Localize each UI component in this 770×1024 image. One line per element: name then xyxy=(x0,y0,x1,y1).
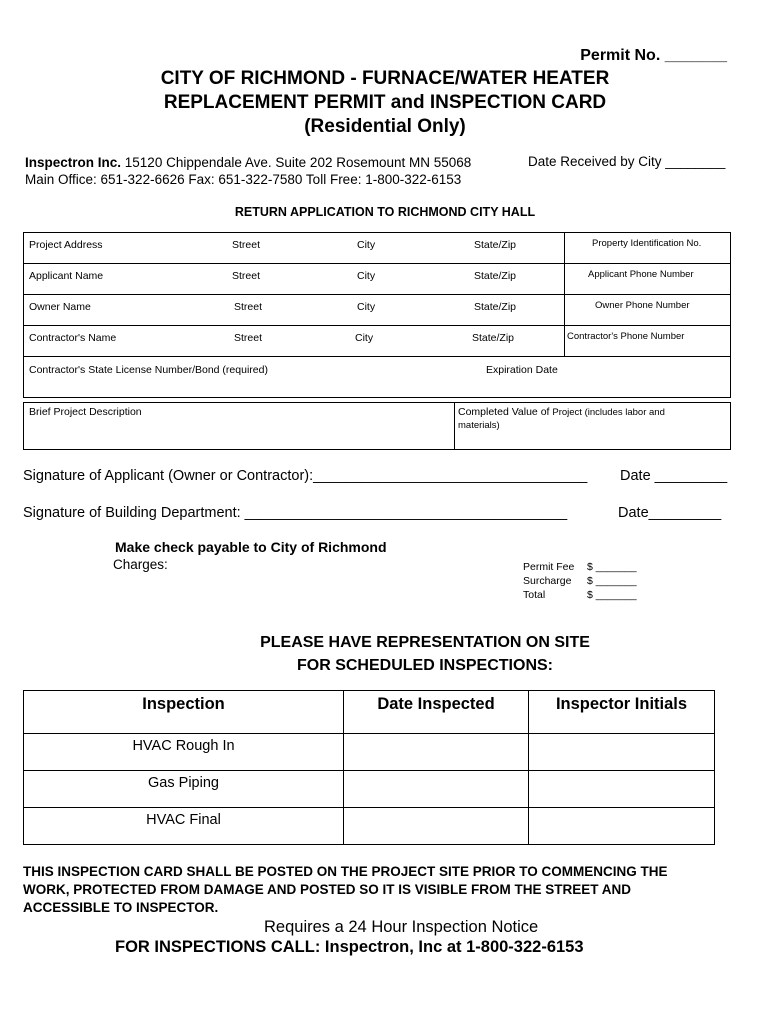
inspector-initials-cell[interactable] xyxy=(529,734,715,771)
owner-name-field[interactable] xyxy=(24,295,565,326)
permit-fee-label: Permit Fee xyxy=(523,561,575,573)
date-received-field[interactable]: Date Received by City ________ xyxy=(528,154,726,169)
city-label: City xyxy=(357,301,376,313)
return-instruction: RETURN APPLICATION TO RICHMOND CITY HALL xyxy=(234,205,536,219)
owner-row xyxy=(24,295,731,326)
city-label: City xyxy=(355,332,374,344)
city-label: City xyxy=(357,270,376,282)
project-address-row xyxy=(24,233,731,264)
date-inspected-cell[interactable] xyxy=(344,771,529,808)
inspector-initials-cell[interactable] xyxy=(529,771,715,808)
representation-line-1: PLEASE HAVE REPRESENTATION ON SITE xyxy=(260,634,590,651)
property-id-field[interactable] xyxy=(565,233,731,264)
inspector-contact xyxy=(25,154,471,188)
page-title-line-2: REPLACEMENT PERMIT and INSPECTION CARD xyxy=(163,92,607,113)
property-id-label: Property Identification No. xyxy=(592,238,702,249)
inspection-row xyxy=(24,734,715,771)
owner-name-label: Owner Name xyxy=(29,301,91,313)
inspector-address: 15120 Chippendale Ave. Suite 202 Rosemount MN 55068 xyxy=(121,155,472,170)
inspector-main-office: Main Office: 651-322-6626 Fax: 651-322-7580 Toll Free: 1-800-322-6153 xyxy=(25,172,462,187)
permit-fee-line[interactable] xyxy=(523,560,637,574)
state-zip-label: State/Zip xyxy=(472,332,515,344)
inspection-name: HVAC Rough In xyxy=(24,734,344,771)
contractor-phone-field[interactable] xyxy=(565,326,731,357)
total-value: $ _______ xyxy=(587,589,637,601)
charges-label: Charges: xyxy=(113,557,168,572)
posting-notice xyxy=(23,863,753,917)
date-inspected-header: Date Inspected xyxy=(344,691,529,734)
inspection-call-line: FOR INSPECTIONS CALL: Inspectron, Inc at 1-800-322-6153 xyxy=(115,938,584,956)
completed-value-field[interactable] xyxy=(455,403,731,450)
inspection-header: Inspection xyxy=(24,691,344,734)
applicant-signature-date[interactable]: Date _________ xyxy=(620,468,728,484)
inspection-notice-requirement: Requires a 24 Hour Inspection Notice xyxy=(264,918,539,936)
completed-value-note: Project (includes labor and xyxy=(552,407,665,418)
street-label: Street xyxy=(232,270,261,282)
expiration-date-label: Expiration Date xyxy=(486,364,558,376)
state-zip-label: State/Zip xyxy=(474,301,517,313)
street-label: Street xyxy=(234,332,263,344)
inspection-header-row xyxy=(24,691,715,734)
date-inspected-cell[interactable] xyxy=(344,734,529,771)
completed-value-note-2: materials) xyxy=(458,420,500,431)
permit-number: Permit No. _______ xyxy=(580,47,727,64)
date-inspected-cell[interactable] xyxy=(344,808,529,845)
contractor-license-label: Contractor's State License Number/Bond (required) xyxy=(29,364,268,376)
inspection-name: HVAC Final xyxy=(24,808,344,845)
description-row xyxy=(24,403,731,450)
license-row xyxy=(24,357,731,398)
street-label: Street xyxy=(232,239,261,251)
representation-line-2: FOR SCHEDULED INSPECTIONS: xyxy=(296,657,553,674)
contractor-name-label: Contractor's Name xyxy=(29,332,117,344)
applicant-signature-field[interactable]: Signature of Applicant (Owner or Contractor):__________________________________ xyxy=(23,468,588,484)
surcharge-label: Surcharge xyxy=(523,575,572,587)
page-title-line-1: CITY OF RICHMOND - FURNACE/WATER HEATER xyxy=(160,68,610,89)
fees-block xyxy=(523,560,637,602)
page-title-line-3: (Residential Only) xyxy=(304,116,466,137)
contractor-name-field[interactable] xyxy=(24,326,565,357)
owner-phone-field[interactable] xyxy=(565,295,731,326)
inspector-initials-cell[interactable] xyxy=(529,808,715,845)
state-zip-label: State/Zip xyxy=(474,270,517,282)
permit-fee-value: $ _______ xyxy=(587,561,637,573)
description-table xyxy=(23,402,731,450)
project-description-field[interactable] xyxy=(24,403,455,450)
state-zip-label: State/Zip xyxy=(474,239,517,251)
project-address-label: Project Address xyxy=(29,239,103,251)
inspector-initials-header: Inspector Initials xyxy=(529,691,715,734)
posting-notice-line-3: ACCESSIBLE TO INSPECTOR. xyxy=(23,900,219,915)
inspection-row xyxy=(24,808,715,845)
applicant-phone-label: Applicant Phone Number xyxy=(588,269,694,280)
inspection-row xyxy=(24,771,715,808)
applicant-row xyxy=(24,264,731,295)
city-label: City xyxy=(357,239,376,251)
street-label: Street xyxy=(234,301,263,313)
applicant-phone-field[interactable] xyxy=(565,264,731,295)
applicant-name-label: Applicant Name xyxy=(29,270,104,282)
surcharge-line[interactable] xyxy=(523,574,637,588)
building-dept-signature-date[interactable]: Date_________ xyxy=(618,505,722,521)
contractor-license-field[interactable] xyxy=(24,357,731,398)
inspector-company: Inspectron Inc. xyxy=(25,155,122,170)
contractor-phone-label: Contractor's Phone Number xyxy=(567,331,685,342)
project-address-field[interactable] xyxy=(24,233,565,264)
owner-phone-label: Owner Phone Number xyxy=(595,300,690,311)
completed-value-label xyxy=(458,406,665,418)
applicant-name-field[interactable] xyxy=(24,264,565,295)
total-label: Total xyxy=(523,589,546,601)
total-line[interactable] xyxy=(523,588,637,602)
posting-notice-line-1: THIS INSPECTION CARD SHALL BE POSTED ON THE PROJECT SITE PRIOR TO COMMENCING THE xyxy=(23,864,668,879)
building-dept-signature-field[interactable]: Signature of Building Department: ________________________________________ xyxy=(23,505,568,521)
contractor-row xyxy=(24,326,731,357)
inspection-name: Gas Piping xyxy=(24,771,344,808)
posting-notice-line-2: WORK, PROTECTED FROM DAMAGE AND POSTED SO IT IS VISIBLE FROM THE STREET AND xyxy=(23,882,632,897)
representation-notice xyxy=(0,631,770,677)
check-payable-note: Make check payable to City of Richmond xyxy=(115,539,387,555)
inspection-table xyxy=(23,690,715,845)
application-table xyxy=(23,232,731,398)
completed-value-text: Completed Value of xyxy=(458,406,550,418)
surcharge-value: $ _______ xyxy=(587,575,637,587)
project-description-label: Brief Project Description xyxy=(29,406,142,418)
